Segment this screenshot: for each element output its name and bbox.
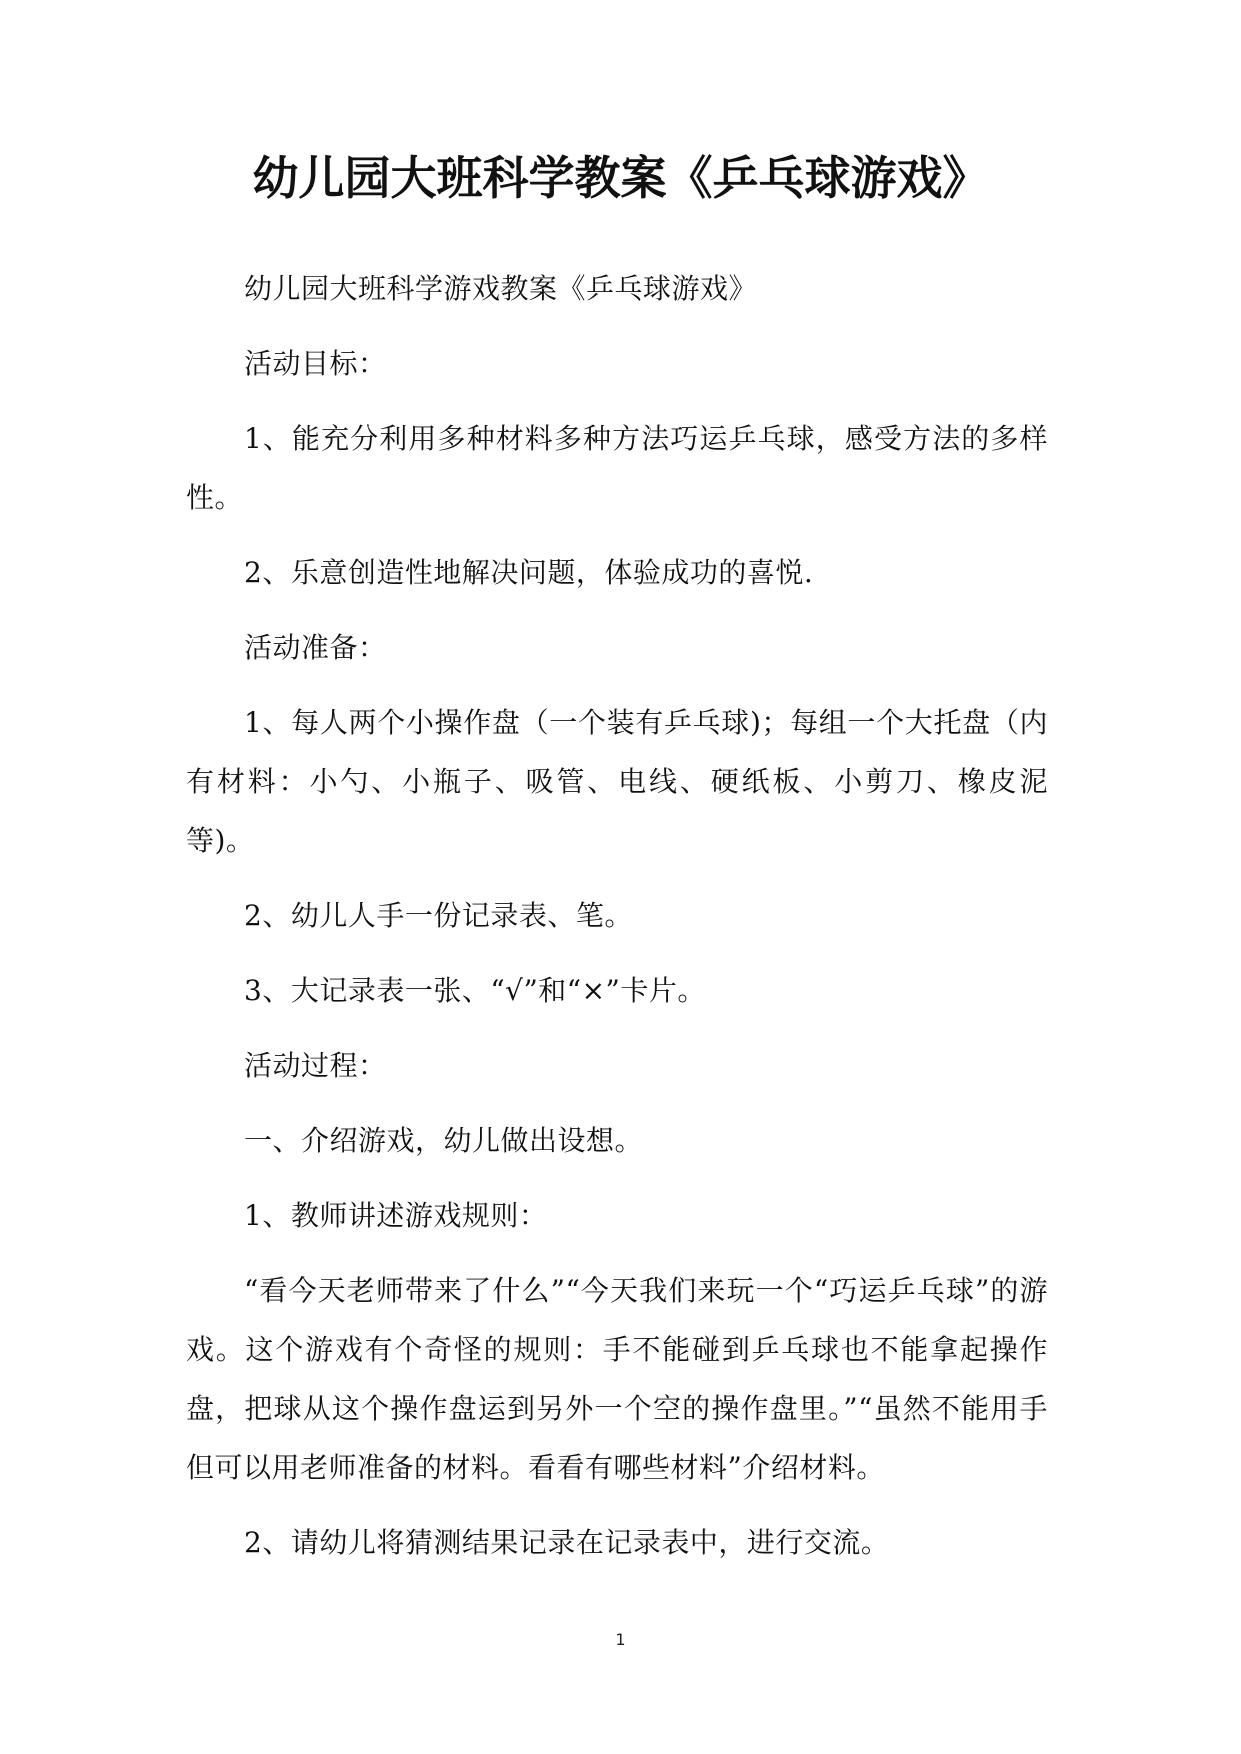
paragraph-goal-2: 2、乐意创造性地解决问题，体验成功的喜悦.	[244, 556, 814, 589]
paragraph-subtitle: 幼儿园大班科学游戏教案《乒乓球游戏》	[244, 272, 758, 305]
paragraph-preparation-3: 3、大记录表一张、“√”和“×”卡片。	[244, 974, 706, 1007]
paragraph-preparation-heading: 活动准备：	[244, 631, 387, 664]
page-number: 1	[615, 1630, 626, 1649]
paragraph-process-step-2: 2、请幼儿将猜测结果记录在记录表中，进行交流。	[244, 1526, 890, 1559]
paragraph-goal-1: 1、能充分利用多种材料多种方法巧运乒乓球，感受方法的多样性。	[186, 422, 1048, 514]
document-body	[186, 259, 1048, 1588]
paragraph-process-step-1: 1、教师讲述游戏规则：	[244, 1199, 548, 1232]
paragraph-preparation-2: 2、幼儿人手一份记录表、笔。	[244, 899, 633, 932]
paragraph-process-section-1: 一、介绍游戏，幼儿做出设想。	[244, 1124, 644, 1157]
paragraph-preparation-1: 1、每人两个小操作盘（一个装有乒乓球)；每组一个大托盘（内有材料：小勺、小瓶子、吸管、电线、硬纸板、小剪刀、橡皮泥等)。	[186, 706, 1048, 857]
paragraph-process-heading: 活动过程：	[244, 1049, 387, 1082]
paragraph-teacher-quote: “看今天老师带来了什么”“今天我们来玩一个“巧运乒乓球”的游戏。这个游戏有个奇怪的规则：手不能碰到乒乓球也不能拿起操作盘，把球从这个操作盘运到另外一个空的操作盘里。”“虽然不能用手但可以用老师准备的材料。看看有哪些材料”介绍材料。	[186, 1274, 1048, 1484]
paragraph-goals-heading: 活动目标：	[244, 347, 387, 380]
document-title: 幼儿园大班科学教案《乒乓球游戏》	[252, 151, 989, 205]
